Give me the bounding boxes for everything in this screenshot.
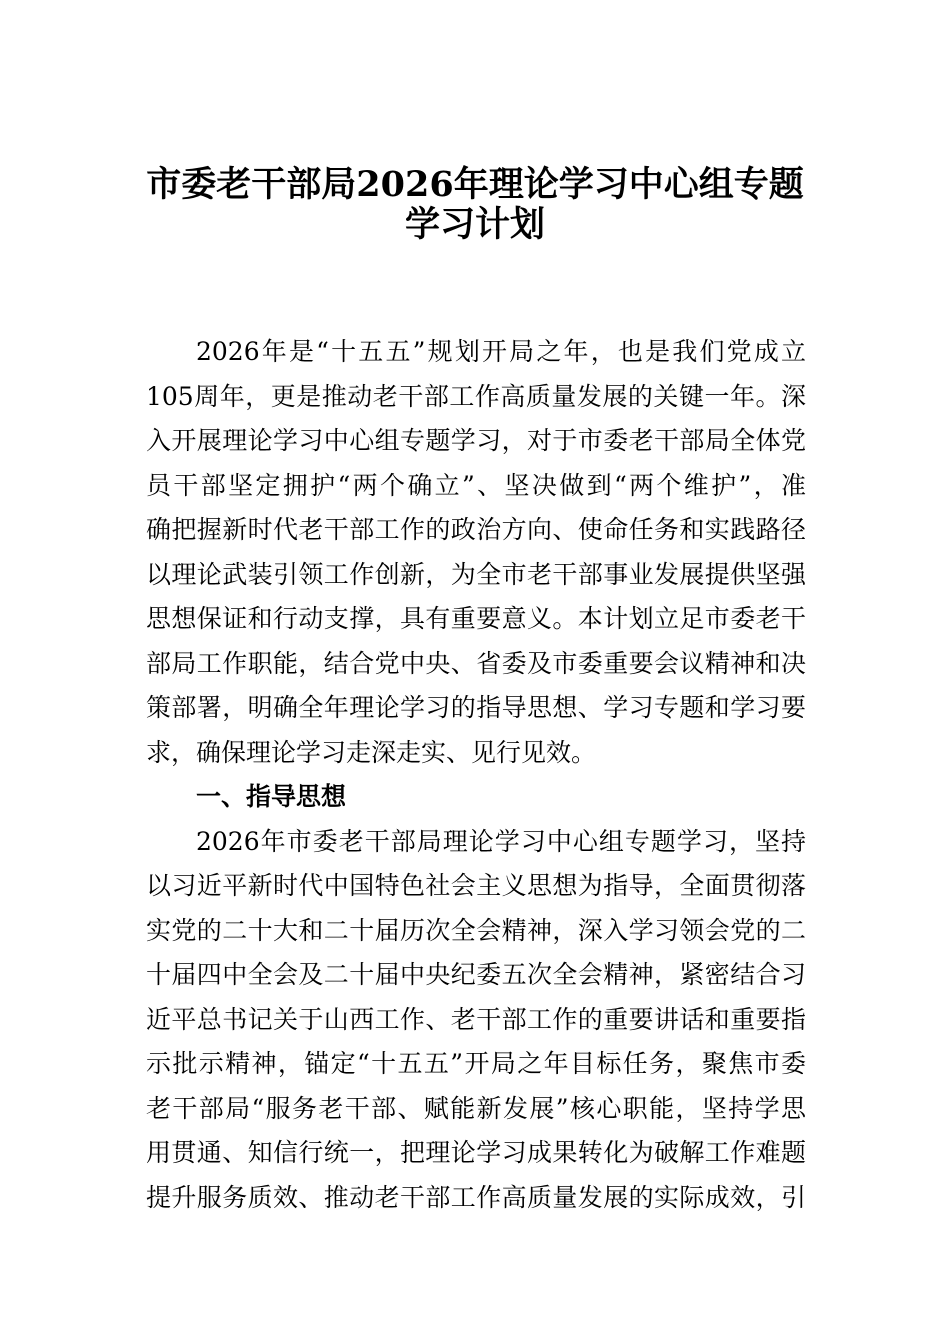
paragraph-line: 思想保证和行动支撑，具有重要意义。本计划立足市委老干 (146, 604, 806, 633)
paragraph-line: 示批示精神，锚定“十五五”开局之年目标任务，聚焦市委 (146, 1049, 806, 1078)
paragraph-line: 2026年是“十五五”规划开局之年，也是我们党成立 (196, 337, 806, 366)
paragraph-line: 提升服务质效、推动老干部工作高质量发展的实际成效，引 (146, 1182, 806, 1212)
paragraph-line: 十届四中全会及二十届中央纪委五次全会精神，紧密结合习 (146, 960, 806, 989)
document-title-line-2: 学习计划 (404, 204, 545, 245)
paragraph-line: 部局工作职能，结合党中央、省委及市委重要会议精神和决 (146, 648, 806, 678)
document-body (146, 330, 806, 1220)
section-heading: 一、指导思想 (196, 782, 347, 811)
paragraph-line: 以习近平新时代中国特色社会主义思想为指导，全面贯彻落 (146, 871, 806, 900)
paragraph-line: 确把握新时代老干部工作的政治方向、使命任务和实践路径 (146, 515, 806, 544)
paragraph-line: 求，确保理论学习走深走实、见行见效。 (146, 737, 597, 767)
paragraph-line: 近平总书记关于山西工作、老干部工作的重要讲话和重要指 (146, 1004, 806, 1034)
paragraph-line: 实党的二十大和二十届历次全会精神，深入学习领会党的二 (146, 915, 806, 945)
document-title-line-1: 市委老干部局2026年理论学习中心组专题 (146, 164, 804, 205)
paragraph-line: 员干部坚定拥护“两个确立”、坚决做到“两个维护”，准 (146, 470, 806, 500)
paragraph-line: 以理论武装引领工作创新，为全市老干部事业发展提供坚强 (146, 559, 806, 589)
paragraph-line: 老干部局“服务老干部、赋能新发展”核心职能，坚持学思 (146, 1093, 806, 1123)
paragraph-line: 入开展理论学习中心组专题学习，对于市委老干部局全体党 (146, 426, 806, 455)
paragraph-line: 策部署，明确全年理论学习的指导思想、学习专题和学习要 (146, 693, 806, 722)
paragraph-line: 2026年市委老干部局理论学习中心组专题学习，坚持 (196, 826, 806, 856)
paragraph-line: 105周年，更是推动老干部工作高质量发展的关键一年。深 (146, 381, 806, 411)
paragraph-line: 用贯通、知信行统一，把理论学习成果转化为破解工作难题 (146, 1138, 806, 1167)
